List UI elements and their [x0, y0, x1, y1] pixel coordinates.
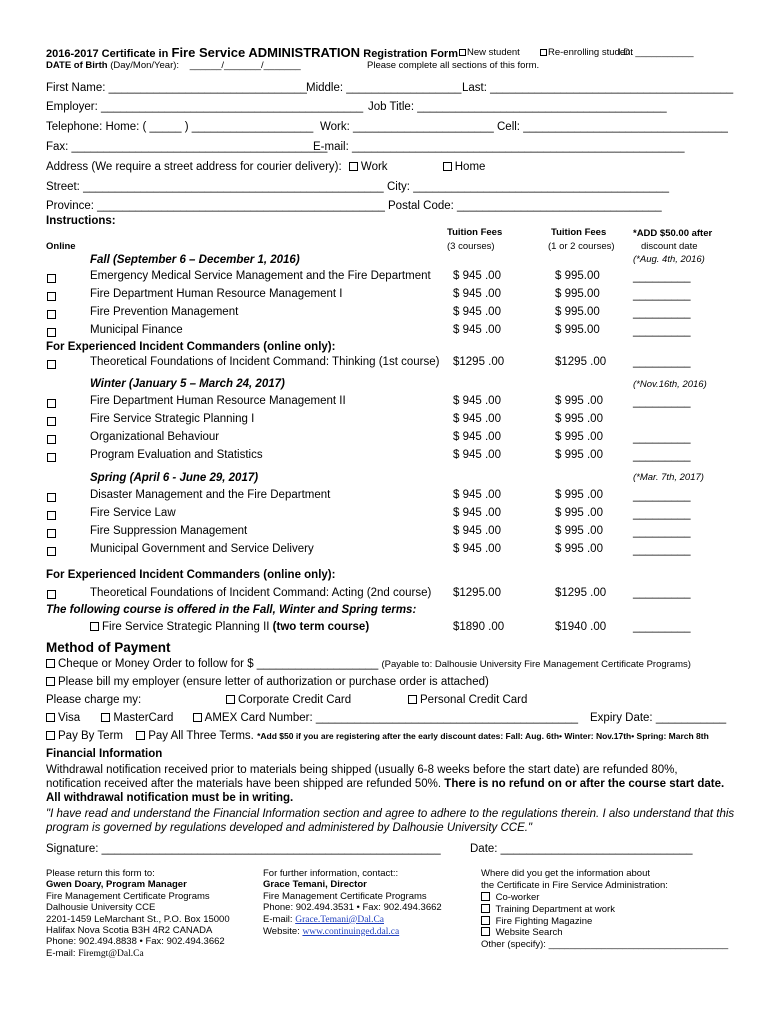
- spring-course-fee3: $ 945 .00: [453, 543, 501, 555]
- spring-course-checkbox[interactable]: [47, 529, 56, 538]
- postal-code-field[interactable]: Postal Code: ________________________________: [388, 200, 662, 212]
- checkbox-icon: [481, 904, 490, 913]
- online-label: Online: [46, 241, 76, 252]
- winter-course-late[interactable]: _________: [633, 450, 691, 462]
- fall-course-checkbox[interactable]: [47, 310, 56, 319]
- spring-course-late[interactable]: _________: [633, 508, 691, 520]
- return-line: Fire Management Certificate Programs: [46, 890, 210, 902]
- cheque-row: Cheque or Money Order to follow for $ ___________________ (Payable to: Dalhousie University Fire Management Certificate Programs): [46, 658, 691, 671]
- fall-course-late[interactable]: _________: [633, 325, 691, 337]
- corporate-card-option[interactable]: Corporate Credit Card: [226, 694, 351, 707]
- bill-employer-row: Please bill my employer (ensure letter of authorization or purchase order is attached): [46, 676, 489, 689]
- source-option[interactable]: Training Department at work: [481, 904, 751, 916]
- spring-course-late[interactable]: _________: [633, 544, 691, 556]
- two-term-fee1: $1940 .00: [555, 621, 607, 633]
- expiry-field[interactable]: Expiry Date: ___________: [590, 712, 727, 724]
- ic-acting-course: Theoretical Foundations of Incident Command: Acting (2nd course): [90, 587, 432, 599]
- mastercard-checkbox[interactable]: [101, 713, 110, 722]
- complete-note: Please complete all sections of this form.: [367, 60, 540, 71]
- pay-term-row: Pay By Term Pay All Three Terms. *Add $50 if you are registering after the early discount dates: Fall: Aug. 6th• Winter: Nov.17th• Spring: March 8th: [46, 730, 709, 743]
- spring-course-name: Disaster Management and the Fire Department: [90, 489, 331, 501]
- financial-text: Withdrawal notification received prior to materials being shipped (usually 6-8 weeks before the start date) are refunded 80%, notification received after the materials have been shipped are refunded 50%. There is no refund on or after the course start date. All withdrawal notification must be in writing.: [46, 764, 725, 804]
- fall-term-title: Fall (September 6 – December 1, 2016): [90, 254, 300, 266]
- spring-course-checkbox[interactable]: [47, 547, 56, 556]
- spring-course-name: Fire Service Law: [90, 507, 176, 519]
- header-form-title: Registration Form: [363, 48, 458, 60]
- checkbox-icon: [459, 49, 466, 56]
- winter-course-checkbox[interactable]: [47, 453, 56, 462]
- winter-course-checkbox[interactable]: [47, 399, 56, 408]
- reenrolling-option[interactable]: Re-enrolling student: [540, 48, 633, 59]
- winter-course-name: Fire Department Human Resource Management II: [90, 395, 346, 407]
- checkbox-icon: [481, 916, 490, 925]
- card-type-row: Visa MasterCard AMEX Card Number: _________________________________________: [46, 712, 578, 725]
- dob-field[interactable]: ______/_______/_______: [189, 60, 301, 71]
- return-block: Please return this form to: Gwen Doary, Program Manager Fire Management Certificate Programs Dalhousie University CCE 2201-1459 LeMarchant St., P.O. Box 15000 Halifax Nova Scotia B3H 4R2 CANADA Phone: 902.494.8838 • Fax: 902.494.3662 E-mail: Firemgt@Dal.Ca: [46, 868, 256, 960]
- dob-format: (Day/Mon/Year):: [110, 60, 180, 71]
- pay-all-checkbox[interactable]: [136, 731, 145, 740]
- fall-course-name: Municipal Finance: [90, 324, 183, 336]
- spring-course-name: Fire Suppression Management: [90, 525, 248, 537]
- spring-course-late[interactable]: _________: [633, 490, 691, 502]
- form-header: [46, 46, 458, 61]
- fall-course-late[interactable]: _________: [633, 271, 691, 283]
- fax-field[interactable]: Fax: ________________________________________: [46, 141, 328, 153]
- info-line: Phone: 902.494.3531 • Fax: 902.494.3662: [263, 902, 442, 914]
- winter-course-name: Program Evaluation and Statistics: [90, 449, 263, 461]
- financial-title: Financial Information: [46, 748, 163, 760]
- spring-course-fee3: $ 945 .00: [453, 525, 501, 537]
- source-option[interactable]: Website Search: [481, 927, 751, 939]
- info-email-link[interactable]: Grace.Temani@Dal.Ca: [295, 914, 384, 925]
- ic-acting-fee1: $1295 .00: [555, 587, 607, 599]
- street-field[interactable]: Street: _______________________________________________: [46, 181, 384, 193]
- return-email-link[interactable]: Firemgt@Dal.Ca: [78, 948, 144, 959]
- home-checkbox[interactable]: [443, 162, 452, 171]
- fall-course-name: Fire Department Human Resource Management I: [90, 288, 343, 300]
- spring-course-fee3: $ 945 .00: [453, 507, 501, 519]
- fall-course-late[interactable]: _________: [633, 307, 691, 319]
- email-field[interactable]: E-mail: ____________________________________________________: [313, 141, 685, 153]
- return-line: Dalhousie University CCE: [46, 902, 156, 914]
- checkbox-icon: [540, 49, 547, 56]
- fall-course-fee1: $ 995.00: [555, 288, 600, 300]
- agreement-text: "I have read and understand the Financial Information section and agree to adhere to the regulations therein. I also understand that this program is governed by regulations developed and administered by Dalhousie University CCE.": [46, 808, 735, 834]
- info-block: For further information, contact:: Grace Temani, Director Fire Management Certificate Programs Phone: 902.494.3531 • Fax: 902.494.3662 E-mail: Grace.Temani@Dal.Ca Website: www.continuinged.dal.ca: [263, 868, 473, 938]
- signature-field[interactable]: Signature: _____________________________________________________: [46, 843, 441, 855]
- winter-course-fee1: $ 995 .00: [555, 449, 603, 461]
- winter-course-name: Fire Service Strategic Planning I: [90, 413, 255, 425]
- tuition-3-header: Tuition Fees: [447, 227, 503, 238]
- ic-thinking-fee3: $1295 .00: [453, 356, 505, 368]
- other-specify-field[interactable]: Other (specify): __________________________________: [481, 939, 729, 951]
- two-term-checkbox[interactable]: [90, 622, 99, 631]
- fall-course-late[interactable]: _________: [633, 289, 691, 301]
- ic-acting-checkbox[interactable]: [47, 590, 56, 599]
- fall-course-checkbox[interactable]: [47, 292, 56, 301]
- payment-title: Method of Payment: [46, 640, 171, 655]
- spring-course-fee1: $ 995 .00: [555, 543, 603, 555]
- fall-course-name: Emergency Medical Service Management and the Fire Department: [90, 270, 431, 282]
- fall-course-fee3: $ 945 .00: [453, 324, 501, 336]
- dob-row: [46, 61, 301, 72]
- info-line: Fire Management Certificate Programs: [263, 890, 427, 902]
- two-term-fee3: $1890 .00: [453, 621, 505, 633]
- tuition-1-header: Tuition Fees: [551, 227, 607, 238]
- winter-course-name: Organizational Behaviour: [90, 431, 220, 443]
- city-field[interactable]: City: ________________________________________: [387, 181, 670, 193]
- tuition-1-sub: (1 or 2 courses): [548, 241, 615, 252]
- spring-course-late[interactable]: _________: [633, 526, 691, 538]
- winter-course-fee1: $ 995 .00: [555, 413, 603, 425]
- fall-deadline: (*Aug. 4th, 2016): [633, 254, 705, 265]
- personal-card-option[interactable]: Personal Credit Card: [408, 694, 527, 707]
- ic-thinking-late[interactable]: _________: [633, 356, 691, 368]
- website-link[interactable]: www.continuinged.dal.ca: [302, 926, 400, 937]
- cheque-checkbox[interactable]: [46, 659, 55, 668]
- return-line: 2201-1459 LeMarchant St., P.O. Box 15000: [46, 913, 230, 925]
- winter-course-late[interactable]: _________: [633, 432, 691, 444]
- middle-name-field[interactable]: Middle: __________________: [306, 82, 462, 94]
- spring-course-checkbox[interactable]: [47, 511, 56, 520]
- charge-label: Please charge my:: [46, 694, 142, 706]
- checkbox-icon: [481, 927, 490, 936]
- fall-course-fee1: $ 995.00: [555, 306, 600, 318]
- fall-course-checkbox[interactable]: [47, 274, 56, 283]
- winter-course-fee3: $ 945 .00: [453, 413, 501, 425]
- winter-term-title: Winter (January 5 – March 24, 2017): [90, 378, 285, 390]
- fall-course-fee3: $ 945 .00: [453, 288, 501, 300]
- spring-course-fee1: $ 995 .00: [555, 489, 603, 501]
- checkbox-icon: [226, 695, 235, 704]
- province-field[interactable]: Province: _____________________________________________: [46, 200, 385, 212]
- source-option[interactable]: Fire Fighting Magazine: [481, 916, 751, 928]
- spring-course-fee3: $ 945 .00: [453, 489, 501, 501]
- winter-course-fee1: $ 995 .00: [555, 395, 603, 407]
- spring-deadline: (*Mar. 7th, 2017): [633, 472, 704, 483]
- work-phone-field[interactable]: Work: ______________________: [320, 121, 494, 133]
- fall-course-fee3: $ 945 .00: [453, 306, 501, 318]
- checkbox-icon: [408, 695, 417, 704]
- ic-heading-fall: For Experienced Incident Commanders (online only):: [46, 341, 336, 353]
- dob-label: DATE of Birth: [46, 60, 108, 71]
- ic-thinking-checkbox[interactable]: [47, 360, 56, 369]
- employer-field[interactable]: Employer: _________________________________________: [46, 101, 364, 113]
- winter-course-fee3: $ 945 .00: [453, 395, 501, 407]
- winter-course-fee3: $ 945 .00: [453, 431, 501, 443]
- fall-course-fee1: $ 995.00: [555, 324, 600, 336]
- visa-checkbox[interactable]: [46, 713, 55, 722]
- source-block: Where did you get the information about the Certificate in Fire Service Administration: Co-worker Training Department at work Fire Fighting Magazine Website Search Other (specify): __________________________________: [481, 868, 751, 951]
- work-checkbox[interactable]: [349, 162, 358, 171]
- fall-course-fee1: $ 995.00: [555, 270, 600, 282]
- winter-course-fee1: $ 995 .00: [555, 431, 603, 443]
- winter-course-checkbox[interactable]: [47, 417, 56, 426]
- source-option[interactable]: Co-worker: [481, 892, 751, 904]
- ic-acting-late[interactable]: _________: [633, 587, 691, 599]
- two-term-course-row: Fire Service Strategic Planning II (two term course): [90, 621, 369, 634]
- fall-course-fee3: $ 945 .00: [453, 270, 501, 282]
- first-name-field[interactable]: First Name: _______________________________: [46, 82, 307, 94]
- late-fee-header: *ADD $50.00 after: [633, 228, 713, 239]
- checkbox-icon: [481, 892, 490, 901]
- spring-course-checkbox[interactable]: [47, 493, 56, 502]
- ic-acting-fee3: $1295.00: [453, 587, 501, 599]
- amex-checkbox[interactable]: [193, 713, 202, 722]
- telephone-home-field[interactable]: Telephone: Home: ( _____ ) ___________________: [46, 121, 314, 133]
- tuition-3-sub: (3 courses): [447, 241, 495, 252]
- late-fee-sub: discount date: [641, 241, 698, 252]
- spring-term-title: Spring (April 6 - June 29, 2017): [90, 472, 259, 484]
- job-title-field[interactable]: Job Title: _______________________________________: [368, 101, 667, 113]
- return-line: Phone: 902.494.8838 • Fax: 902.494.3662: [46, 936, 225, 948]
- address-note: Address (We require a street address for courier delivery): Work Home: [46, 161, 486, 173]
- ic-heading-2: For Experienced Incident Commanders (online only):: [46, 569, 336, 581]
- winter-course-fee3: $ 945 .00: [453, 449, 501, 461]
- new-student-option[interactable]: New student: [459, 48, 520, 59]
- two-term-heading: The following course is offered in the Fall, Winter and Spring terms:: [46, 604, 417, 616]
- ic-thinking-fee1: $1295 .00: [555, 356, 607, 368]
- winter-course-checkbox[interactable]: [47, 435, 56, 444]
- last-name-field[interactable]: Last: ______________________________________: [462, 82, 734, 94]
- ic-thinking-course: Theoretical Foundations of Incident Command: Thinking (1st course): [90, 356, 440, 368]
- cell-field[interactable]: Cell: ________________________________: [497, 121, 728, 133]
- date-field[interactable]: Date: ______________________________: [470, 843, 693, 855]
- bill-employer-checkbox[interactable]: [46, 677, 55, 686]
- two-term-late[interactable]: _________: [633, 621, 691, 633]
- instructions-label: Instructions:: [46, 215, 116, 227]
- fall-course-name: Fire Prevention Management: [90, 306, 239, 318]
- fall-course-checkbox[interactable]: [47, 328, 56, 337]
- spring-course-fee1: $ 995 .00: [555, 525, 603, 537]
- student-id-field[interactable]: I.D. ___________: [618, 47, 694, 58]
- header-program: Fire Service ADMINISTRATION: [171, 45, 361, 60]
- pay-by-term-checkbox[interactable]: [46, 731, 55, 740]
- header-year: 2016-2017 Certificate in: [46, 48, 169, 60]
- winter-course-late[interactable]: _________: [633, 396, 691, 408]
- winter-deadline: (*Nov.16th, 2016): [633, 379, 707, 390]
- return-line: Halifax Nova Scotia B3H 4R2 CANADA: [46, 924, 213, 936]
- spring-course-fee1: $ 995 .00: [555, 507, 603, 519]
- spring-course-name: Municipal Government and Service Delivery: [90, 543, 314, 555]
